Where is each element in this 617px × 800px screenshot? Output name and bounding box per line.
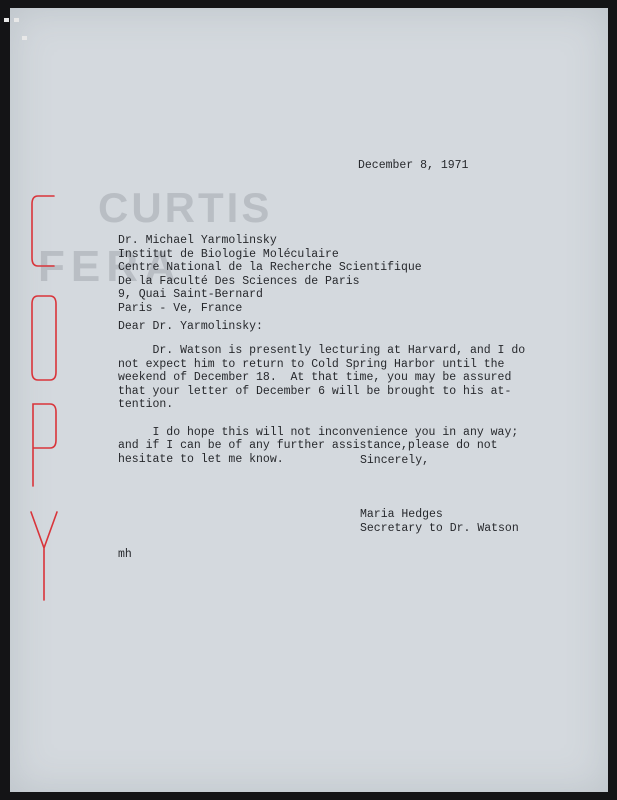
copy-stamp-graphic [24,186,64,606]
copy-stamp [24,186,64,606]
body-line: not expect him to return to Cold Spring Harbor until the [118,357,505,371]
address-line: Institut de Biologie Moléculaire [118,247,339,261]
salutation: Dear Dr. Yarmolinsky: [118,320,263,333]
signer-title: Secretary to Dr. Watson [360,521,519,535]
address-line: Centre National de la Recherche Scientifique [118,261,422,275]
paper-watermark-curtis: CURTIS [98,184,273,231]
letter-date: December 8, 1971 [358,159,469,172]
letter-page [10,8,608,792]
stamp-letter-o [32,296,56,380]
stamp-letter-p [33,404,56,486]
paper-watermark-fera: FERA [38,242,182,291]
body-line: that your letter of December 6 will be brought to his at- [118,384,512,398]
signer-name: Maria Hedges [360,508,443,521]
scan-mark [14,18,19,22]
scan-mark [4,18,9,22]
address-line: Paris - Ve, France [118,301,243,315]
body-line: weekend of December 18. At that time, you may be assured [118,371,512,385]
body-line: Dr. Watson is presently lecturing at Harvard, and I do [118,344,526,357]
letter-body [118,344,525,466]
scan-mark [22,36,27,40]
body-line: I do hope this will not inconvenience you in any way; [118,425,519,439]
body-line [118,412,525,426]
stamp-letter-c [32,196,54,266]
recipient-address [118,234,422,316]
address-line: De la Faculté Des Sciences de Paris [118,274,360,288]
body-line: hesitate to let me know. [118,452,284,466]
address-line: Dr. Michael Yarmolinsky [118,234,277,247]
closing: Sincerely, [360,454,430,467]
typist-initials: mh [118,548,132,561]
body-line: and if I can be of any further assistance,please do not [118,439,498,453]
stamp-letter-y [31,512,57,600]
signature-block [360,508,519,535]
address-line: 9, Quai Saint-Bernard [118,288,263,302]
body-line: tention. [118,398,174,412]
